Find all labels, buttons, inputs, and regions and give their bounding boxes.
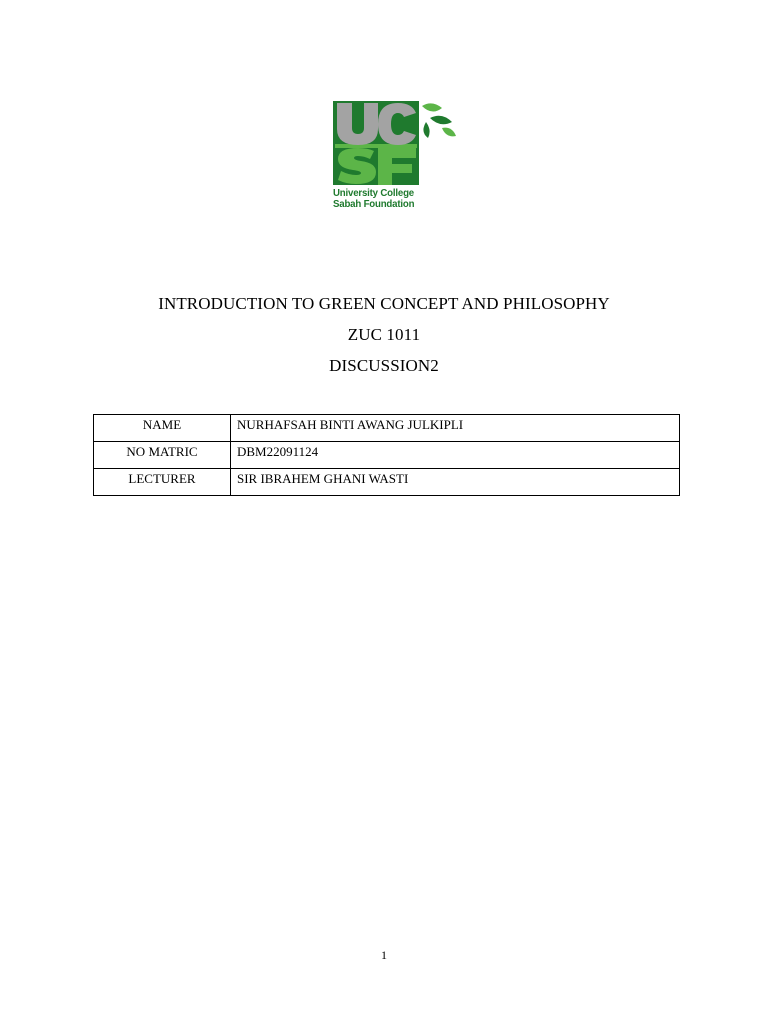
logo-caption xyxy=(333,188,434,210)
name-label: NAME xyxy=(94,415,231,442)
matric-value: DBM22091124 xyxy=(231,442,680,469)
assignment-title: DISCUSSION2 xyxy=(329,356,439,375)
lecturer-value: SIR IBRAHEM GHANI WASTI xyxy=(231,469,680,496)
matric-label: NO MATRIC xyxy=(94,442,231,469)
title-block xyxy=(0,288,768,381)
leaf-icon xyxy=(430,116,452,125)
ucsf-logo xyxy=(330,98,460,218)
table-row xyxy=(94,442,680,469)
table-row xyxy=(94,415,680,442)
ucsf-logo-mark xyxy=(330,98,460,188)
lecturer-label: LECTURER xyxy=(94,469,231,496)
name-value: NURHAFSAH BINTI AWANG JULKIPLI xyxy=(231,415,680,442)
leaf-icon xyxy=(422,103,442,111)
leaf-icon xyxy=(423,122,429,138)
table-row xyxy=(94,469,680,496)
student-info-table xyxy=(93,414,680,496)
leaf-icon xyxy=(442,128,456,137)
course-code-title: ZUC 1011 xyxy=(347,325,421,344)
logo-caption-line2: Sabah Foundation xyxy=(333,198,415,210)
course-name-title: INTRODUCTION TO GREEN CONCEPT AND PHILOSOPHY xyxy=(158,294,610,313)
logo-caption-line1: University College xyxy=(333,187,414,199)
page-number: 1 xyxy=(381,948,387,962)
